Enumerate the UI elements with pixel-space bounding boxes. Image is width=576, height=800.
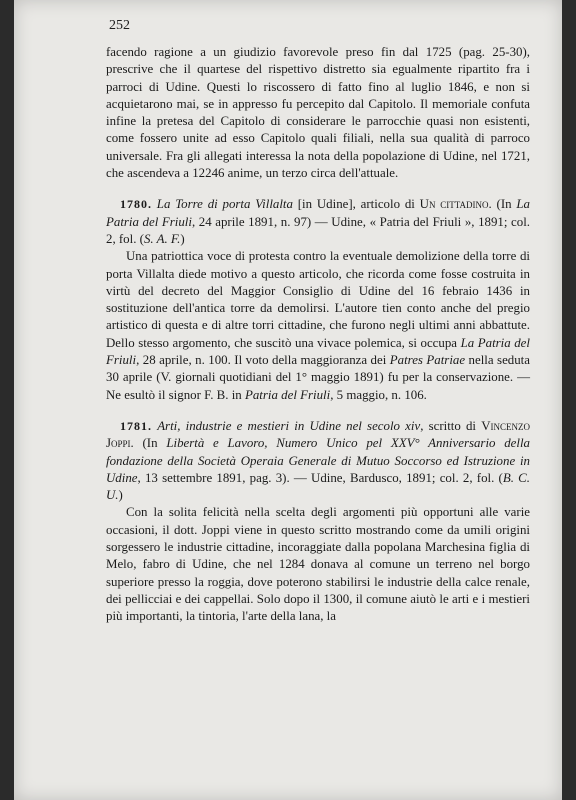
body-text: , 5 maggio, n. 106.: [330, 387, 427, 402]
body-text: , 28 aprile, n. 100. Il voto della maggioranza dei: [136, 353, 390, 368]
entry-ref: ): [118, 488, 123, 503]
entry-journal: La Patria del Friuli: [106, 197, 530, 229]
entry-number: 1780.: [120, 197, 152, 212]
entry-ref: , 13 settembre 1891, pag. 3). — Udine, Bardusco, 1891; col. 2, fol. (: [137, 470, 503, 485]
entry-number: 1781.: [120, 418, 152, 433]
body-text: Una patriottica voce di protesta contro la eventuale demolizione della torre di porta Villalta diede motivo a questo articolo, che ricorda come fosse costruita in virtù del decreto del Maggior Consiglio di Udine del 16 febraio 1436 in sostituzione dell'antica torre da demolirsi. L'autore tien conto anche del pregio artistico di questa e di altre torri cittadine, che furono negli ultimi anni abbattute. Dello stesso argomento, che suscitò una vivace polemica, si occupa: [106, 249, 530, 350]
body-italic: Patres Patriae: [389, 353, 466, 368]
entry-1781-citation: [106, 418, 530, 504]
entry-1780: [106, 196, 530, 404]
page-number: 252: [109, 18, 130, 33]
entry-ref: . (In: [488, 197, 517, 212]
intro-paragraph: facendo ragione a un giudizio favorevole preso fin dal 1725 (pag. 25-30), prescrive che il quartese del rispettivo distretto sia egualmente ripartito fra i parroci di Udine. Questi lo riscossero di fatto fino al luglio 1846, e non si acquietarono mai, se in appresso fu percepito dal Capitolo. Il memoriale confuta infine la pretesa del Capitolo di considerare le parrocchie quasi non esistenti, come fossero unite ad esso Capitolo quali filiali, nella sua qualità di parroco universale. Fra gli allegati interessa la nota della popolazione di Udine, nel 1721, che ascendeva a 12246 anime, un terzo circa dell'attuale.: [106, 45, 530, 181]
entry-1780-body: [106, 248, 530, 404]
entry-siglum: B. C. U.: [106, 470, 531, 503]
entry-ref: , 24 aprile 1891, n. 97) — Udine, « Patria del Friuli », 1891; col. 2, fol. (: [106, 214, 530, 246]
entry-ref: , scritto di: [420, 418, 482, 433]
entry-ref: . (In: [130, 436, 167, 451]
entry-bracket: [in Udine], articolo di: [292, 197, 420, 212]
entry-1781: [106, 418, 530, 626]
entry-1780-citation: [106, 196, 530, 248]
entry-author: Vincenzo Joppi: [106, 418, 530, 451]
body-journal: Patria del Friuli: [244, 387, 331, 402]
entry-1781-body: Con la solita felicità nella scelta degli argomenti più opportuni alle varie occasioni, il dott. Joppi viene in questo scritto mostrando come da umili origini sorgessero le industrie cittadine, incoraggiate dalla popolana Marchesina figlia di Melo, fabro di Udine, che nel 1284 donava al comune un terreno nel borgo superiore presso la roggia, dove poterono stabilirsi le industrie della calce renale, dei pellicciai e dei cappellai. Solo dopo il 1300, il comune aiutò le arti e i mestieri più importanti, la tintoria, l'arte della lana, la: [106, 505, 530, 624]
body-journal: La Patria del Friuli: [106, 335, 530, 368]
page-content: [106, 44, 530, 626]
entry-journal: Libertà e Lavoro, Numero Unico pel XXV° Anniversario della fondazione della Società Operaia Generale di Mutuo Soccorso ed Istruzione in Udine: [106, 436, 531, 485]
entry-siglum: S. A. F.: [143, 231, 181, 246]
entry-author: Un cittadino: [419, 197, 489, 212]
book-page: [14, 0, 562, 800]
body-text: nella seduta 30 aprile (V. giornali quotidiani del 1° maggio 1891) fu per la conservazione. — Ne esultò il signor F. B. in: [106, 353, 530, 402]
entry-title: La Torre di porta Villalta: [156, 197, 293, 212]
entry-ref: ): [180, 231, 185, 246]
entry-title: Arti, industrie e mestieri in Udine nel secolo xiv: [157, 418, 421, 433]
